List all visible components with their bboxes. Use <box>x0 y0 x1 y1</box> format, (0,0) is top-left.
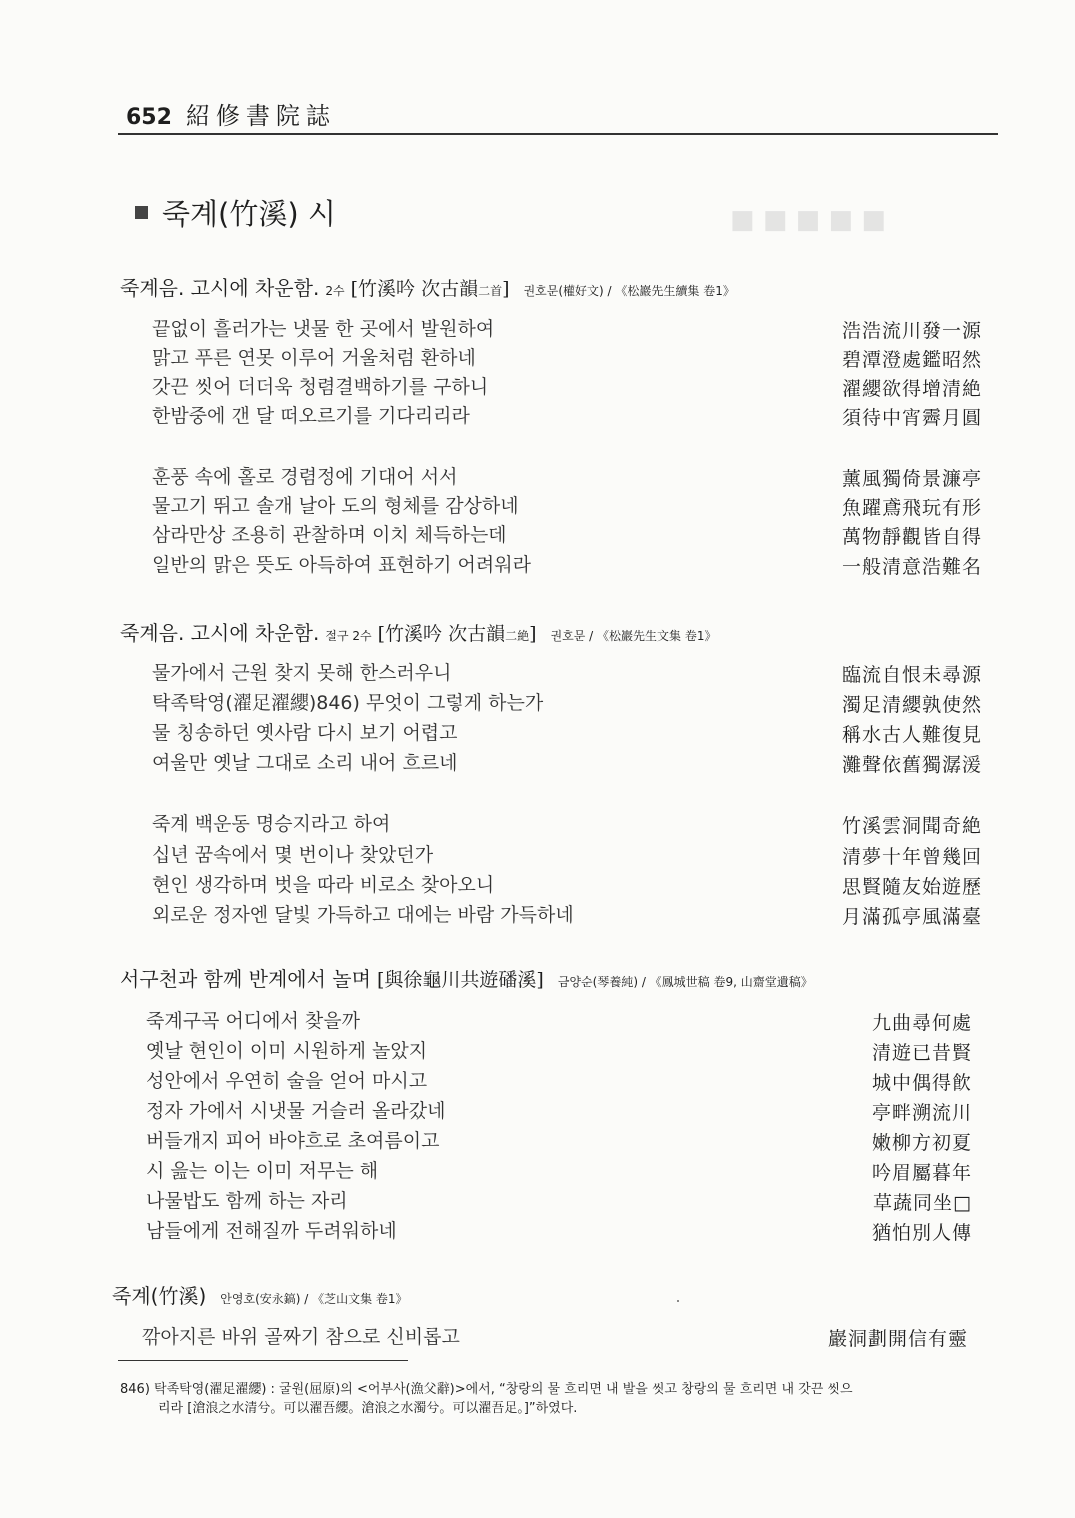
book-title: 紹修書院誌 <box>185 102 336 130</box>
verse-chinese: 濁足清纓孰使然 <box>841 694 982 716</box>
poem-original-title: [竹溪吟 次古韻 <box>350 278 479 300</box>
poem-source: 안영호(安永鎬) / 《芝山文集 卷1》 <box>220 1292 408 1306</box>
verse-korean: 끝없이 흘러가는 냇물 한 곳에서 발원하여 <box>152 318 495 340</box>
verse-chinese: 思賢隨友始遊歷 <box>841 876 982 898</box>
verse-chinese: 濯纓欲得增清絶 <box>841 378 982 400</box>
poem-source: 권호문 / 《松巖先生文集 卷1》 <box>550 629 717 643</box>
section-title <box>135 192 336 233</box>
running-head <box>126 96 336 131</box>
poem-title: 죽계음. 고시에 차운함. <box>120 276 320 300</box>
verse-korean: 나물밥도 함께 하는 자리 <box>146 1190 348 1212</box>
page-number: 652 <box>126 105 172 130</box>
footnote-line: 리라 [滄浪之水清兮。可以濯吾纓。滄浪之水濁兮。可以濯吾足。]”하였다. <box>158 1401 578 1416</box>
verse-korean: 죽계 백운동 명승지라고 하여 <box>152 813 391 835</box>
verse-line <box>146 1006 972 1035</box>
verse-korean: 탁족탁영(濯足濯纓)846) 무엇이 그렇게 하는가 <box>152 692 544 714</box>
verse-line <box>152 401 982 430</box>
verse-chinese: 稱水古人難復見 <box>841 724 982 746</box>
poem-bracket-close: ] <box>536 969 544 991</box>
scan-speck <box>677 1300 679 1302</box>
verse-line <box>146 1186 972 1215</box>
verse-korean: 한밤중에 갠 달 떠오르기를 기다리리라 <box>152 405 470 427</box>
verse-line <box>146 1126 972 1155</box>
verse-korean: 남들에게 전해질까 두려워하네 <box>146 1220 397 1242</box>
poem-source: 권호문(權好文) / 《松巖先生續集 卷1》 <box>523 284 735 298</box>
verse-chinese: 一般清意浩難名 <box>841 556 982 578</box>
poem-heading <box>112 1280 408 1309</box>
verse-korean: 성안에서 우연히 술을 얻어 마시고 <box>146 1070 428 1092</box>
verse-chinese: 灘聲依舊獨潺湲 <box>841 754 982 776</box>
verse-korean: 일반의 맑은 뜻도 아득하여 표현하기 어려워라 <box>152 554 531 576</box>
verse-chinese: 城中偶得飮 <box>871 1072 972 1094</box>
poem-original-count: 二首 <box>478 284 503 298</box>
verse-chinese: 巖洞劃開信有靈 <box>827 1328 968 1350</box>
verse-chinese: 猶怕別人傳 <box>871 1222 972 1244</box>
verse-line <box>146 1066 972 1095</box>
verse-line <box>152 809 982 838</box>
verse-korean: 정자 가에서 시냇물 거슬러 올라갔네 <box>146 1100 446 1122</box>
verse-korean: 물 칭송하던 옛사람 다시 보기 어렵고 <box>152 722 458 744</box>
verse-korean: 훈풍 속에 홀로 경렴정에 기대어 서서 <box>152 466 458 488</box>
poem-title: 서구천과 함께 반계에서 놀며 <box>120 967 371 991</box>
footnote <box>120 1380 990 1418</box>
poem-source: 금양순(琴養純) / 《鳳城世稿 卷9, 山齋堂遺稿》 <box>557 975 813 989</box>
verse-line <box>152 658 982 687</box>
verse-line <box>146 1216 972 1245</box>
verse-korean: 옛날 현인이 이미 시원하게 놀았지 <box>146 1040 428 1062</box>
poem-bracket-close: ] <box>529 623 537 645</box>
footnote-line: 846) 탁족탁영(濯足濯纓) : 굴원(屈原)의 <어부사(漁父辭)>에서, “창랑의 물 흐리면 내 발을 씻고 창랑의 물 흐리면 내 갓끈 씻으 <box>120 1382 853 1397</box>
poem-original-title: [與徐龜川共遊磻溪 <box>376 969 537 991</box>
verse-korean: 시 읊는 이는 이미 저무는 해 <box>146 1160 379 1182</box>
verse-chinese: 月滿孤亭風滿臺 <box>841 906 982 928</box>
poem-original-count: 二絶 <box>505 629 530 643</box>
verse-chinese: 竹溪雲洞聞奇絶 <box>841 815 982 837</box>
verse-line <box>146 1156 972 1185</box>
verse-line <box>146 1036 972 1065</box>
verse-line <box>152 900 982 929</box>
verse-chinese: 吟眉屬暮年 <box>871 1162 972 1184</box>
verse-chinese: 清遊已昔賢 <box>871 1042 972 1064</box>
verse-line <box>152 840 982 869</box>
section-title-text: 죽계(竹溪) 시 <box>162 197 336 231</box>
verse-korean: 버들개지 피어 바야흐로 초여름이고 <box>146 1130 440 1152</box>
footnote-rule <box>118 1360 408 1361</box>
verse-line <box>152 343 982 372</box>
header-rule <box>118 133 998 135</box>
verse-korean: 십년 꿈속에서 몇 번이나 찾았던가 <box>152 844 434 866</box>
verse-korean: 죽계구곡 어디에서 찾을까 <box>146 1010 360 1032</box>
verse-chinese: 魚躍鳶飛玩有形 <box>841 497 982 519</box>
verse-line <box>152 688 982 717</box>
verse-chinese: 萬物靜觀皆自得 <box>841 526 982 548</box>
verse-line <box>146 1096 972 1125</box>
verse-line <box>142 1322 968 1351</box>
verse-chinese: 臨流自恨未尋源 <box>841 664 982 686</box>
verse-korean: 여울만 옛날 그대로 소리 내어 흐르네 <box>152 752 458 774</box>
verse-korean: 현인 생각하며 벗을 따라 비로소 찾아오니 <box>152 874 495 896</box>
verse-chinese: 九曲尋何處 <box>871 1012 972 1034</box>
bleed-through-text: ■ ■ ■ ■ ■ <box>730 205 886 235</box>
poem-count: 절구 2수 <box>325 629 372 643</box>
verse-chinese: 嫩柳方初夏 <box>871 1132 972 1154</box>
verse-chinese: 草蔬同坐□ <box>873 1192 972 1214</box>
verse-korean: 깎아지른 바위 골짜기 참으로 신비롭고 <box>142 1326 460 1348</box>
poem-title: 죽계음. 고시에 차운함. <box>120 621 320 645</box>
verse-line <box>152 718 982 747</box>
verse-chinese: 薰風獨倚景濂亭 <box>841 468 982 490</box>
poem-heading <box>120 617 716 646</box>
poem-title: 죽계(竹溪) <box>112 1284 207 1308</box>
poem-count: 2수 <box>325 284 345 298</box>
verse-chinese: 須待中宵霽月圓 <box>841 407 982 429</box>
poem-bracket-close: ] <box>502 278 510 300</box>
verse-chinese: 亭畔溯流川 <box>871 1102 972 1124</box>
verse-korean: 물가에서 근원 찾지 못해 한스러우니 <box>152 662 452 684</box>
verse-line <box>152 748 982 777</box>
verse-chinese: 浩浩流川發一源 <box>841 320 982 342</box>
verse-line <box>152 462 982 491</box>
verse-korean: 맑고 푸른 연못 이루어 거울처럼 환하네 <box>152 347 476 369</box>
verse-korean: 삼라만상 조용히 관찰하며 이치 체득하는데 <box>152 524 507 546</box>
verse-line <box>152 550 982 579</box>
verse-korean: 갓끈 씻어 더더욱 청렴결백하기를 구하니 <box>152 376 489 398</box>
verse-line <box>152 314 982 343</box>
verse-chinese: 碧潭澄處鑑昭然 <box>841 349 982 371</box>
verse-line <box>152 520 982 549</box>
verse-line <box>152 870 982 899</box>
poem-original-title: [竹溪吟 次古韻 <box>377 623 506 645</box>
verse-line <box>152 491 982 520</box>
verse-chinese: 清夢十年曾幾回 <box>841 846 982 868</box>
poem-heading <box>120 272 735 301</box>
verse-korean: 물고기 뛰고 솔개 날아 도의 형체를 감상하네 <box>152 495 519 517</box>
poem-heading <box>120 963 813 992</box>
square-bullet-icon <box>135 206 148 219</box>
verse-korean: 외로운 정자엔 달빛 가득하고 대에는 바람 가득하네 <box>152 904 574 926</box>
verse-line <box>152 372 982 401</box>
